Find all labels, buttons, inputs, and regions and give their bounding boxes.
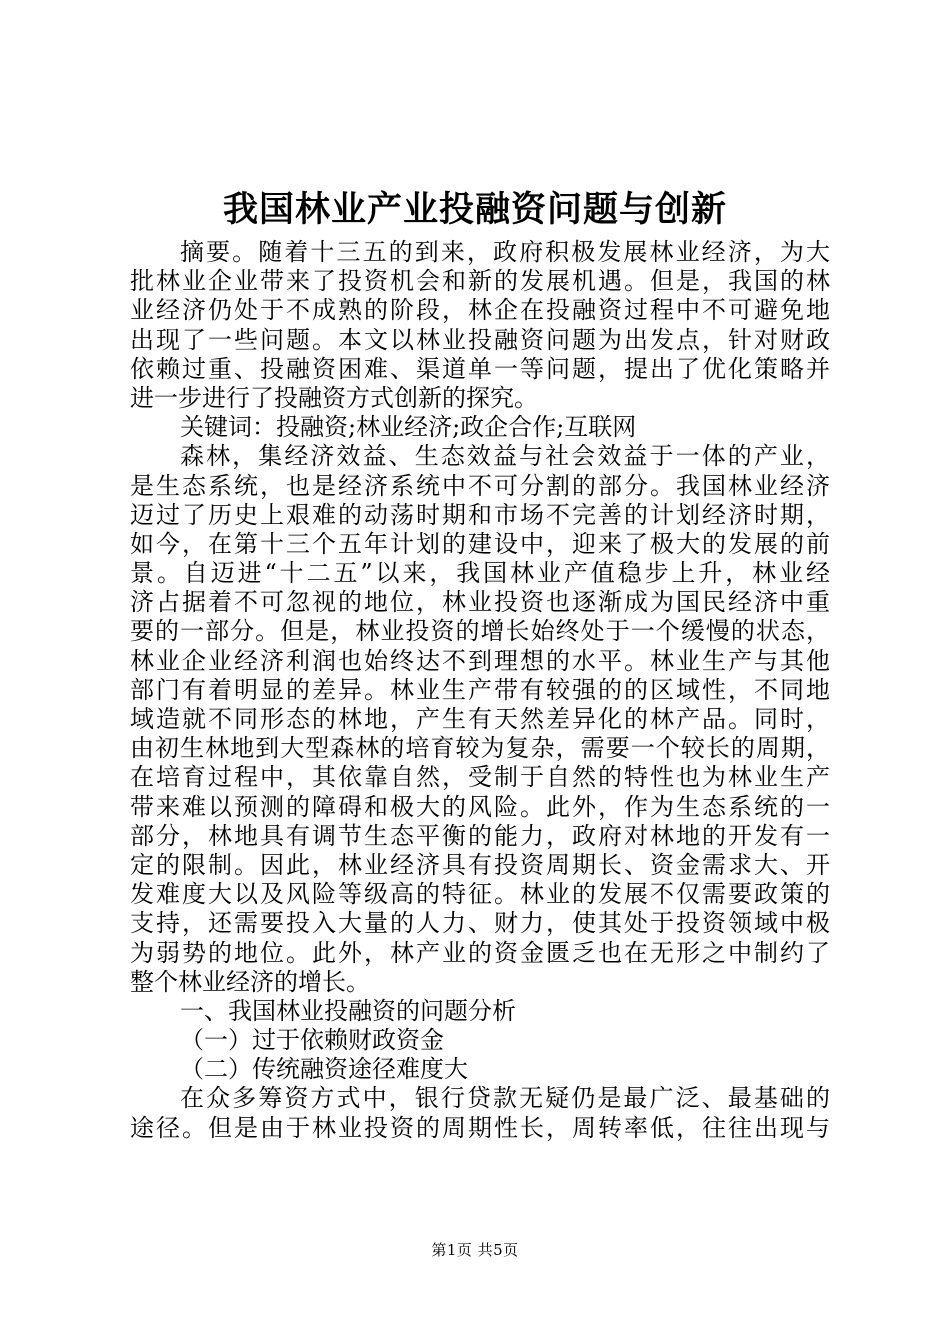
intro-line: 如今，在第十三个五年计划的建设中，迎来了极大的发展的前 [130,529,830,558]
intro-line: 林业企业经济利润也始终达不到理想的水平。林业生产与其他 [130,646,830,675]
abstract-line: 出现了一些问题。本文以林业投融资问题为出发点，针对财政 [130,325,830,354]
subsection-heading-text: （一）过于依赖财政资金 [180,1026,444,1055]
intro-line: 森林，集经济效益、生态效益与社会效益于一体的产业， [180,442,830,471]
abstract-line: 摘要。随着十三五的到来，政府积极发展林业经济，为大 [180,238,830,266]
final-line: 途径。但是由于林业投资的周期性长，周转率低，往往出现与 [130,1113,830,1142]
intro-line: 发难度大以及风险等级高的特征。林业的发展不仅需要政策的 [130,880,830,909]
abstract-line: 批林业企业带来了投资机会和新的发展机遇。但是，我国的林 [130,267,830,296]
intro-line: 是生态系统，也是经济系统中不可分割的部分。我国林业经济 [130,471,830,500]
intro-line: 域造就不同形态的林地，产生有天然差异化的林产品。同时， [130,705,830,733]
intro-line: 定的限制。因此，林业经济具有投资周期长、资金需求大、开 [130,850,830,879]
intro-line: 在培育过程中，其依靠自然，受制于自然的特性也为林业生产 [130,763,830,792]
final-line: 在众多筹资方式中，银行贷款无疑仍是最广泛、最基础的 [180,1084,830,1113]
section-heading [130,997,830,1026]
intro-line: 支持，还需要投入大量的人力、财力，使其处于投资领域中极 [130,909,830,938]
document-title: 我国林业产业投融资问题与创新 [222,189,727,230]
intro-line: 由初生林地到大型森林的培育较为复杂，需要一个较长的周期， [130,734,830,763]
page-footer: 第1页 共5页 [431,1241,519,1259]
abstract-line: 进一步进行了投融资方式创新的探究。 [130,383,538,412]
abstract-line: 业经济仍处于不成熟的阶段，林企在投融资过程中不可避免地 [130,296,830,325]
intro-line: 部门有着明显的差异。林业生产带有较强的的区域性，不同地 [130,675,830,704]
subsection-heading [130,1055,830,1084]
subsection-heading [130,1026,830,1055]
intro-line: 带来难以预测的障碍和极大的风险。此外，作为生态系统的一 [130,792,830,821]
intro-line: 济占据着不可忽视的地位，林业投资也逐渐成为国民经济中重 [130,588,830,617]
intro-line: 迈过了历史上艰难的动荡时期和市场不完善的计划经济时期， [130,500,830,529]
subsection-heading-text: （二）传统融资途径难度大 [180,1055,468,1084]
keywords-line: 关键词：投融资;林业经济;政企合作;互联网 [180,413,637,442]
intro-line: 部分，林地具有调节生态平衡的能力，政府对林地的开发有一 [130,821,830,850]
document-body [130,238,830,1143]
intro-line: 整个林业经济的增长。 [130,967,370,996]
final-paragraph [130,1084,830,1142]
abstract-line: 依赖过重、投融资困难、渠道单一等问题，提出了优化策略并 [130,354,830,383]
intro-line: 要的一部分。但是，林业投资的增长始终处于一个缓慢的状态， [130,617,830,646]
intro-paragraph [130,442,830,997]
keywords-paragraph [130,413,830,442]
intro-line: 景。自迈进“十二五”以来，我国林业产值稳步上升，林业经 [130,559,830,588]
intro-line: 为弱势的地位。此外，林产业的资金匮乏也在无形之中制约了 [130,938,830,967]
abstract-paragraph [130,238,830,413]
section-heading-text: 一、我国林业投融资的问题分析 [180,996,516,1025]
